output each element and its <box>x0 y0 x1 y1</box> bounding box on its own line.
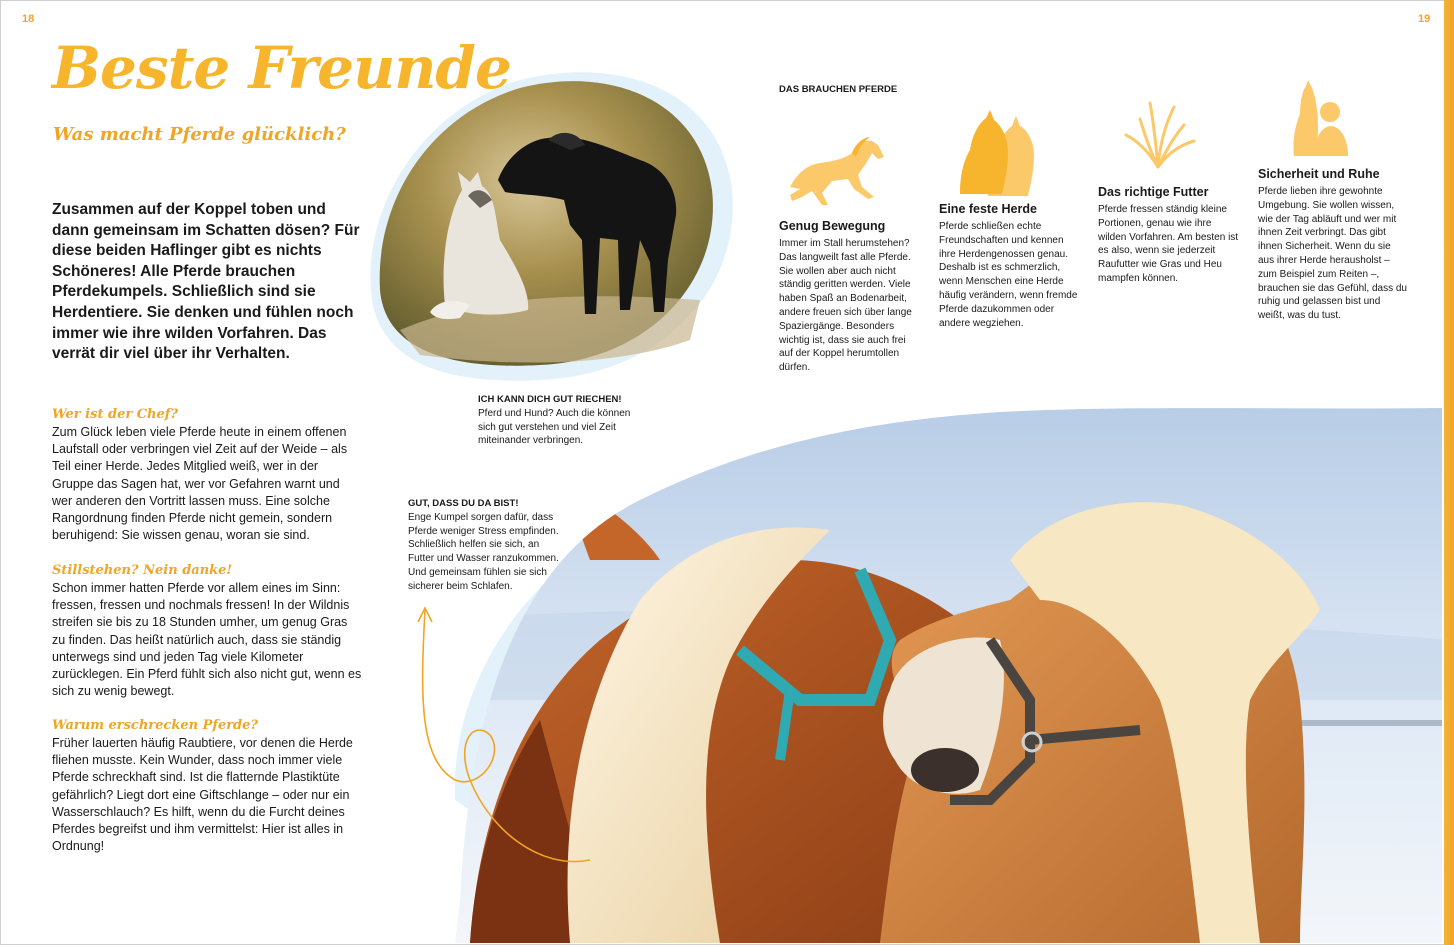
section-text: Schon immer hatten Pferde vor allem eines im Sinn: fressen, fressen und nochmals fressen! In der Wildnis streifen sie bis zu 18 Stunden umher, um genug Gras zu finden. Das heißt natürlich auch, dass sie ständig unterwegs sind und jeden Tag viele Kilometer zurücklegen. Ein Pferd fühlt sich also nicht gut, wenn es sich zu wenig bewegt. <box>52 581 362 699</box>
grass-icon <box>1118 95 1198 170</box>
intro-text: Zusammen auf der Koppel toben und dann gemeinsam im Schatten dösen? Für diese beiden Haflinger gibt es nichts Schöneres! Alle Pferde brauchen Pferdekumpels. Schließlich sind sie Herdentiere. Sie denken und fühlen noch immer wie ihre wilden Vorfahren. Das verrät dir viel über ihr Verhalten. <box>52 201 360 363</box>
section-stillstehen <box>52 563 362 700</box>
galloping-horse-icon <box>782 135 888 210</box>
section-heading: Stillstehen? Nein danke! <box>52 563 233 578</box>
horse-and-girl-icon <box>1290 78 1350 158</box>
section-chef <box>52 407 362 544</box>
caption-title: ICH KANN DICH GUT RIECHEN! <box>478 394 622 405</box>
section-heading: Warum erschrecken Pferde? <box>52 718 259 733</box>
need-title: Genug Bewegung <box>779 219 886 233</box>
haflinger-photo <box>440 400 1450 945</box>
caption-text: Pferd und Hund? Auch die können sich gut verstehen und viel Zeit miteinander verbringen. <box>478 407 631 447</box>
need-title: Eine feste Herde <box>939 202 1037 216</box>
section-text: Früher lauerten häufig Raubtiere, vor denen die Herde fliehen musste. Kein Wunder, dass noch immer viele Pferde schreckhaft sind. Ist die flatternde Plastiktüte gefährlich? Liegt dort eine Giftschlange – oder nur ein Wasserschlauch? Es hilft, wenn du die Furcht deines Pferdes begreifst und ihm vermittelst: Hier ist alles in Ordnung! <box>52 736 353 854</box>
caption-title: GUT, DASS DU DA BIST! <box>408 498 519 509</box>
dog-and-pony-photo <box>380 81 713 366</box>
need-text: Pferde lieben ihre gewohnte Umgebung. Sie wollen wissen, wie der Tag abläuft und wer mit ihnen Zeit verbringt. Das gibt ihnen Sicherheit. Wenn du sie aus ihrer Herde herausholst – zum Beispiel zum Reiten –, brauchen sie das Gefühl, dass du ruhig und gelassen bist und weißt, was du tust. <box>1258 186 1407 322</box>
caption-text: Enge Kumpel sorgen dafür, dass Pferde weniger Stress empfinden. Schließlich helfen sie sich, an Futter und Wasser ranzukommen. Und gemeinsam fühlen sie sich sicherer beim Schlafen. <box>408 511 559 592</box>
section-text: Zum Glück leben viele Pferde heute in einem offenen Laufstall oder verbringen viel Zeit auf der Weide – als Teil einer Herde. Jedes Mitglied weiß, wer in der Gruppe das Sagen hat, wer vor Gefahren warnt und wer anderen den Vortritt lassen muss. Eine solche Rangordnung finden Pferde nicht gemein, sondern beruhigend: Sie wissen genau, woran sie sind. <box>52 425 348 543</box>
need-title: Sicherheit und Ruhe <box>1258 167 1380 181</box>
section-heading: Wer ist der Chef? <box>52 407 178 422</box>
need-text: Pferde fressen ständig kleine Portionen, genau wie ihre wilden Vorfahren. Am besten ist es also, wenn sie jederzeit Raufutter wie Gras und Heu mampfen können. <box>1098 204 1239 284</box>
page-number-right: 19 <box>1418 13 1431 25</box>
need-herde <box>939 202 1079 330</box>
page-subtitle: Was macht Pferde glücklich? <box>53 124 346 145</box>
need-title: Das richtige Futter <box>1098 185 1209 199</box>
needs-label: DAS BRAUCHEN PFERDE <box>779 84 898 95</box>
need-futter <box>1098 185 1240 286</box>
caption-dog <box>478 393 648 448</box>
need-bewegung <box>779 219 919 375</box>
section-erschrecken <box>52 718 362 855</box>
horse-herd-icon <box>958 108 1038 196</box>
need-text: Pferde schließen echte Freundschaften und kennen ihre Herdengenossen genau. Deshalb ist es schmerzlich, wenn Menschen eine Herde häufig verändern, wenn fremde Pferde dazukommen oder andere wegziehen. <box>939 221 1078 329</box>
need-text: Immer im Stall herumstehen? Das langweilt fast alle Pferde. Sie wollen aber auch nicht ständig geritten werden. Viele haben Spaß an Bodenarbeit, andere freuen sich über lange Spaziergänge. Besonders wichtig ist, dass sie auch frei auf der Koppel herumtollen dürfen. <box>779 238 912 374</box>
page-number-left: 18 <box>22 13 35 25</box>
need-sicherheit <box>1258 167 1408 323</box>
page-title: Beste Freunde <box>52 34 511 102</box>
caption-friends <box>408 497 566 594</box>
